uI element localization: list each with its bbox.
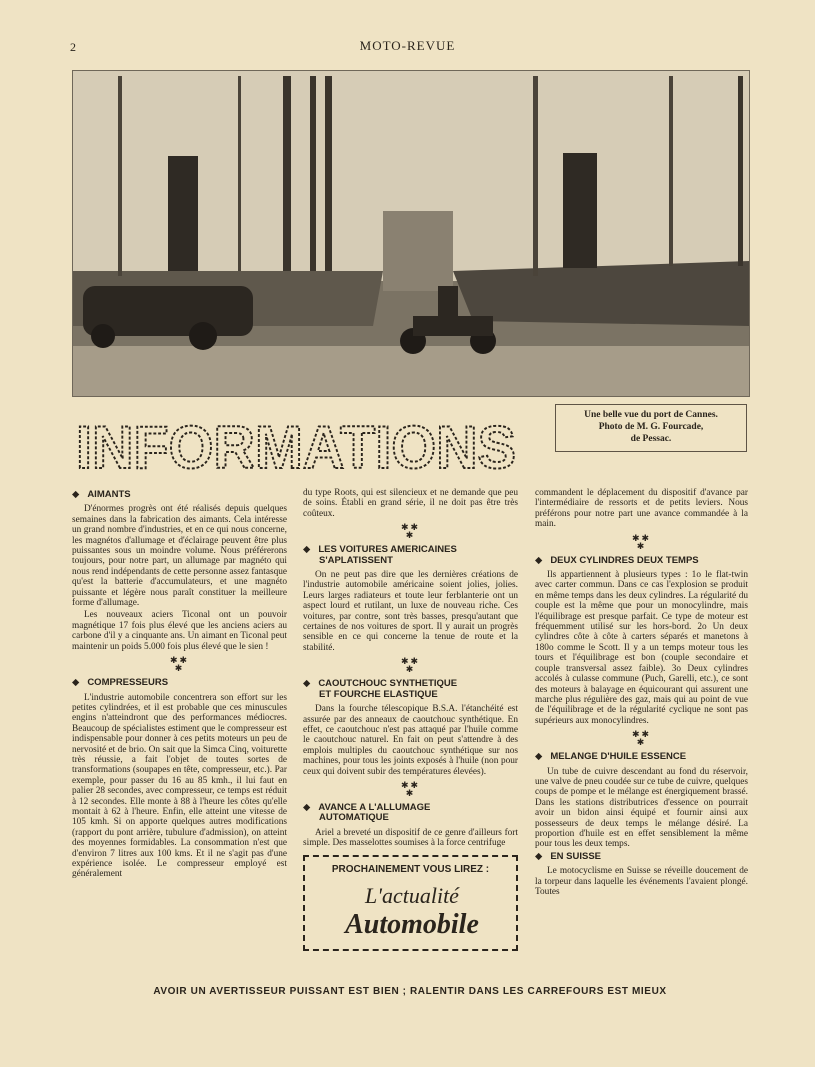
- paragraph: L'industrie automobile concentrera son effort sur les petites cylindrées, et il est probable que ces minuscules engins n'atteindront que des performances médiocres. Beaucoup de spécialistes estiment que le compresseur est indispensable pour donner à ces petits moteurs un peu de nervosité et de brio. On sait que la Simca Cinq, voiturette très réussie, a fait l'objet de toutes sortes de transformations (soupapes en tête, compresseur, etc.). Par exemple, pour passer du 16 au 85 kmh., il lui faut en palier 28 secondes, avec compresseur, ce temps est réduit à 12 secondes. Elle monte à 88 à l'heure les côtes qu'elle montait à 62 à l'heure. Enfin, elle atteint une vitesse de 105 kmh. Si on apporte quelques autres modifications (rapport du pont arrière, tubulure d'admission), on atteint des moyennes formidables. La consommation n'est que d'environ 7 litres aux 100 kms. Et il ne s'agit pas d'une expérience isolée. Le compresseur employé est généralement: [72, 692, 287, 880]
- asterism-separator: ✱✱ ✱: [631, 729, 652, 748]
- paragraph: Les nouveaux aciers Ticonal ont un pouvoir magnétique 17 fois plus élevé que les anciens aciers au carbone d'il y a cinquante ans. Un aimant en Ticonal peut maintenir un poids 5.000 fois plus élevé que le sien !: [72, 610, 287, 652]
- caption-line: de Pessac.: [630, 434, 672, 444]
- diamond-bullet-icon: ◆: [72, 489, 80, 500]
- page-header-title: MOTO-REVUE: [359, 38, 456, 53]
- diamond-bullet-icon: ◆: [535, 554, 543, 566]
- section-heading-aimants: ◆ AIMANTS: [72, 489, 131, 500]
- asterism-separator: ✱✱ ✱: [400, 656, 421, 675]
- page-number: 2: [70, 40, 76, 54]
- diamond-bullet-icon: ◆: [72, 677, 80, 689]
- paragraph: Dans la fourche télescopique B.S.A. l'étanchéité est assurée par des anneaux de caoutchouc synthétique. En effet, ce caoutchouc n'est pas attaqué par l'huile comme le caoutchouc naturel. En fait on peut s'attendre à des emplois multiples du caoutchouc synthétique sur nos machines, pour tous les joints exposés à l'huile (non pour ceux qui doivent subir des températures élevées).: [303, 704, 518, 777]
- ad-logo-line1: L'actualité: [365, 882, 459, 908]
- diamond-bullet-icon: ◆: [535, 850, 543, 862]
- section-heading-deux-cylindres: ◆ DEUX CYLINDRES DEUX TEMPS: [535, 554, 699, 566]
- ad-title: PROCHAINEMENT VOUS LIREZ :: [331, 863, 490, 875]
- asterism-separator: ✱✱ ✱: [631, 532, 652, 551]
- diamond-bullet-icon: ◆: [303, 801, 311, 813]
- masthead-title: INFORMATIONS: [76, 416, 516, 476]
- harbor-photo: [72, 70, 750, 397]
- section-heading-voitures: ◆ LES VOITURES AMERICAINES S'APLATISSENT: [303, 544, 457, 566]
- diamond-bullet-icon: ◆: [303, 678, 311, 690]
- paragraph: Ils appartiennent à plusieurs types : 1o le flat-twin avec carter commun. Dans ce cas l'explosion se produit en même temps dans les deux cylindres. La régularité du couple est la même que pour un monocylindre, mais l'équilibrage est presque parfait. Ce type de moteur est fréquemment utilisé sur les hors-bord. 2o Un deux cylindres côte à côte à carters séparés et manetons à 180o comme le Scott. Il y a un temps moteur tous les tours et l'équilibrage est bon (couple secondaire et couple transversal assez faible). 3o Deux cylindres accolés à culasse commune (Puch, Garelli, etc.), ce sont des moteurs à balayage en équicourant qui assurent une marche plus régulière des gaz, mais qui au point de vue de l'équilibrage et de la régularité cyclique ne sont pas supérieurs aux monocylindres.: [535, 570, 748, 726]
- section-heading-caoutchouc: ◆ CAOUTCHOUC SYNTHETIQUE ET FOURCHE ELASTIQUE: [303, 678, 458, 700]
- section-heading-melange: ◆ MELANGE D'HUILE ESSENCE: [535, 751, 687, 763]
- asterism-separator: ✱✱ ✱: [400, 779, 421, 798]
- paragraph: Un tube de cuivre descendant au fond du réservoir, une valve de pneu coudée sur ce tube de cuivre, quelques coups de pompe et le mélange est énergiquement brassé. Dans les stations distributrices d'essence on pourrait avoir un bidon ainsi équipé et fournir ainsi aux possesseurs de deux temps le mélange désiré. La proportion d'huile est en effet sensiblement la même pour tous les deux temps.: [535, 766, 748, 850]
- column-1: [72, 488, 287, 882]
- asterism-separator: ✱✱ ✱: [400, 522, 421, 541]
- section-heading-compresseurs: ◆ COMPRESSEURS: [72, 677, 169, 689]
- footer-slogan: AVOIR UN AVERTISSEUR PUISSANT EST BIEN ; RALENTIR DANS LES CARREFOURS EST MIEUX: [153, 986, 667, 997]
- caption-line: Photo de M. G. Fourcade,: [598, 422, 704, 432]
- column-2: [303, 488, 518, 951]
- paragraph: du type Roots, qui est silencieux et ne demande que peu de soins. Établi en grand série, il ne doit pas être très coûteux.: [303, 488, 518, 519]
- paragraph: Le motocyclisme en Suisse se réveille doucement de la torpeur dans laquelle les événements l'avaient plongé. Toutes: [535, 866, 748, 897]
- advertisement-box: [303, 855, 518, 951]
- section-heading-suisse: ◆ EN SUISSE: [535, 850, 601, 862]
- paragraph: On ne peut pas dire que les dernières créations de l'industrie automobile américaine soient jolies, jolies. Leurs larges radiateurs et toute leur ferblanterie ont un aspect lourd et rutilant, un luxe de nouveau riche. Ces voitures, par contre, sont très basses, presqu'autant que certaines de nos voitures de sport. Il y aurait un progrès sensible en ce qui concerne la tenue de route et la stabilité.: [303, 570, 518, 653]
- paragraph: Ariel a breveté un dispositif de ce genre d'ailleurs fort simple. Des masselottes soumises à la force centrifuge: [303, 827, 518, 849]
- informations-masthead: [72, 416, 520, 476]
- actualite-automobile-logo: [317, 879, 507, 941]
- section-heading-avance: ◆ AVANCE A L'ALLUMAGE AUTOMATIQUE: [303, 801, 431, 824]
- paragraph: commandent le déplacement du dispositif d'avance par l'intermédiaire de ressorts et de petits leviers. Nous préférons pour notre part une avance commandée à la main.: [535, 488, 748, 530]
- photo-caption: [555, 404, 747, 452]
- asterism-separator: ✱✱ ✱: [169, 655, 190, 674]
- caption-line: Une belle vue du port de Cannes.: [584, 410, 718, 420]
- diamond-bullet-icon: ◆: [303, 544, 311, 556]
- ad-logo-line2: Automobile: [345, 908, 479, 940]
- paragraph: D'énormes progrès ont été réalisés depuis quelques semaines dans la fabrication des aimants. Cela intéresse un grand nombre d'industries, et en ce qui nous concerne, les magnétos d'allumage et d'éclairage peuvent être plus puissantes sous un moindre volume. Nous préférerons toujours, pour notre part, un allumage par magnéto qui nous rend indépendants de cette personne assez fantasque qu'est la batterie d'accumulateurs, et une magnéto puissante et légère nous paraît constituer la meilleure forme d'allumage.: [72, 504, 287, 609]
- diamond-bullet-icon: ◆: [535, 751, 543, 763]
- column-3: [535, 488, 748, 899]
